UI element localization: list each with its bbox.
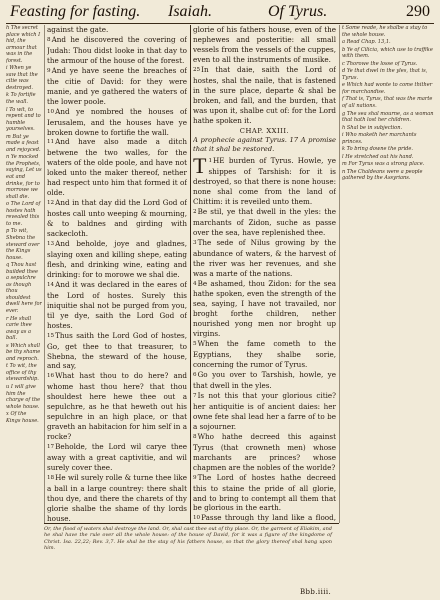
verse <box>47 66 187 107</box>
verse-text: Is not this that your glorious citie? her antiquitie is of ancient daies: her owne fete shal lead her a farre of to be a sojourner. <box>193 391 336 431</box>
verse-text: The sede of Nilus growing by the abundance of waters, & the harvest of the river was her revenues, and she was a marte of the nations. <box>193 237 336 278</box>
chapter-22-ending <box>193 25 336 126</box>
margin-note: f That is, Tyrus, that was the marte of all nations. <box>342 96 433 110</box>
verse <box>47 371 187 442</box>
margin-note: m But ye made a feast and rejoyced. <box>6 133 41 153</box>
verse-number: 18 <box>47 474 55 481</box>
signature-mark: Bbb.iiii. <box>300 588 332 596</box>
verse-text: Be ashamed, thou Zidon: for the sea hathe spoken, even the strength of the sea, saying, I have not travailed, nor broght forthe children, nether nourished yong men nor broght up virgins. <box>193 278 336 339</box>
verse <box>47 198 187 239</box>
margin-note: i Who maketh her marchants princes. <box>342 132 417 145</box>
left-margin-notes <box>6 25 42 521</box>
margin-note: e Which had wonte to come thither for marchandise. <box>342 82 433 95</box>
verse-number: 9 <box>193 474 197 481</box>
margin-note: o The Lord of hostes hath revealed this to me. <box>6 201 41 227</box>
verse <box>193 279 336 340</box>
margin-note: n Ye mocked the Prophets, saying, Let us eat and drinke, for to morrowe we shall die. <box>6 154 42 200</box>
verse <box>47 35 187 66</box>
verse <box>193 473 336 514</box>
verse-number: 15 <box>47 332 55 339</box>
margin-note: u I will give him the charge of the whole house. <box>6 383 41 410</box>
column-divider <box>190 25 191 523</box>
header-left-title: Feasting for fasting. <box>10 3 141 20</box>
verse-number: 8 <box>47 36 51 43</box>
verse-number: 7 <box>193 393 197 399</box>
margin-note: t Some reade, he shalbe a stay to the whole house. <box>342 25 428 38</box>
margin-note: g The sea shal mourne, as a woman that hath lost her children. <box>342 110 434 124</box>
verse-text: And beholde, joye and gladnes, slaying oxen and killing shepe, eating flesh, and drinking wine, eating and drinking: for to morowe we shal die. <box>47 239 187 279</box>
column-isaiah-22 <box>47 25 187 522</box>
header-rule <box>6 23 434 24</box>
margin-note: d Ye that dwel in the yles, that is, Tyrus. <box>342 68 428 81</box>
verse <box>47 473 187 522</box>
verse-text: And have also made a ditch betwene the two walles, for the waters of the olde poole, and have not loked unto the maker thereof, nether had respect unto him that formed it of olde. <box>47 137 187 198</box>
verse-text: Be stil, ye that dwell in the yles: the marchants of Zidon, suche as passe over the sea, have replenished thee. <box>193 206 336 237</box>
verse <box>47 239 187 280</box>
verse <box>193 65 336 126</box>
verse-number: 16 <box>47 373 55 380</box>
verse-number: 10 <box>47 108 55 115</box>
verse-text: glorie of his fathers house, even of the nephewes and posteritie: all small vessels from the vessels of the cuppes, even to all the instruments of musike. <box>193 25 336 64</box>
verse-number: 25 <box>193 66 201 73</box>
margin-note: l He stretched out his hand. <box>342 153 414 160</box>
verse-number: 9 <box>47 67 51 74</box>
column-isaiah-23 <box>193 25 336 522</box>
verse <box>193 25 336 65</box>
verse-text: Passe through thy land like a flood, <box>201 513 336 522</box>
verse-number: 12 <box>47 200 55 207</box>
header-book-title: Isaiah. <box>168 3 212 20</box>
verse-number: 2 <box>193 208 197 215</box>
verse-number: 6 <box>193 372 197 379</box>
footnote-rule <box>44 523 339 524</box>
margin-note: k To fortifie the wall. <box>6 92 36 106</box>
verse-text: Go you over to Tarshish, howle, ye that dwell in the yles. <box>193 370 336 391</box>
margin-note: l To wit, to repent and to humble yourselves. <box>6 106 41 133</box>
verse-text: What hast thou to do here? and whome hast thou here? that thou shouldest here hewe thee out a sepulchre, as he that heweth out his sepulchre in an high place, or that graveth an habitacion for him self in a rocke? <box>47 371 187 442</box>
verse <box>193 339 336 370</box>
verse-number: 1 <box>208 158 213 165</box>
verse-text: Beholde, the Lord wil carye thee away with a great captivitie, and wil surely cover thee. <box>47 442 187 472</box>
chapter-heading: CHAP. XXIII. <box>239 126 290 135</box>
footnotes: Or, the flood of waters shal destroye the land. Or, shal cast thee out of thy place. Or, the garment of Eliakim, and he shal have the rule over all the whole house: of the house of David, for it was a figure of the kingdome of Christ. Isa. 22,22; Rev. 3,7. He shal be the stay of his fathers house, so that the glory thereof shal hang upon him. <box>44 526 332 552</box>
verse <box>193 370 336 391</box>
verse <box>193 391 336 432</box>
verse-text: Who hathe decreed this against Tyrus (that crowneth men) whose marchants are princes? whose chapmen are the nobles of the worlde? <box>193 431 336 472</box>
verse-number: 8 <box>193 433 197 440</box>
page-number: 290 <box>406 3 430 20</box>
verse <box>193 432 336 473</box>
verse-number: 3 <box>193 239 197 246</box>
verse-text: The Lord of hostes hathe decreed this to staine the pride of all glorie, and to bring to contempt all them that be glorious in the earth. <box>193 472 336 513</box>
margin-note: x Of the Kings house. <box>6 411 39 424</box>
verse-number: 10 <box>193 515 201 522</box>
verse-number: 11 <box>47 139 55 146</box>
margin-note: k To bring downe the pride. <box>342 146 414 153</box>
verse-number: 13 <box>47 241 55 248</box>
verse-text: And he discovered the covering of Judah: Thou didst looke in that day to the armour of the house of the forest. <box>47 34 187 65</box>
drop-capital: T <box>193 153 207 179</box>
margin-note: t To wit, the office of thy stewardship. <box>6 363 39 383</box>
verse-text: In that daie, saith the Lord of hostes, shal the naile, that is fastened in the sure place, departe & shal be broken, and fall, and the burden, that was upon it, shalbe cut of: for the Lord hathe spoken it. <box>193 64 336 125</box>
margin-note: c Thorowe the losse of Tyrus. <box>342 60 418 67</box>
verse-number: 14 <box>47 281 55 288</box>
verse-number: 5 <box>193 341 197 348</box>
margin-note: b Ye of Cilicia, which use to traffike with them. <box>342 46 433 60</box>
left-margin-rule <box>44 25 45 523</box>
verse <box>47 25 187 35</box>
verse-text: And in that day did the Lord God of hostes call unto weeping & mourning, & to baldnes and girding with sackecloth. <box>47 198 187 239</box>
margin-note: s Which shall be thy shame and reproch. <box>6 342 41 362</box>
running-header <box>6 3 432 23</box>
verse <box>47 137 187 198</box>
verse <box>47 331 187 372</box>
verse-number: 4 <box>193 280 197 287</box>
verse <box>193 513 336 522</box>
header-right-title: Of Tyrus. <box>268 3 328 20</box>
margin-note: q Thou hast builded thee a sepulchre as though thou shouldest dwell here for ever. <box>6 262 42 314</box>
verse-text: He wil surely rolle & turne thee like a ball in a large countrey: there shalt thou dye, and there the charets of thy glorie shalbe the shame of thy lords house. <box>47 472 187 522</box>
verse-text: HE burden of Tyrus. Howle, ye shippes of Tarshish: for it is destroyed, so that there is none house: none shal come from the land of Chittim: it is reveiled unto them. <box>193 156 336 206</box>
margin-note: i When ye saw that the citie was destroyed. <box>6 65 38 91</box>
verse-number: 17 <box>47 444 55 451</box>
margin-note: p To wit, Shebna the steward over the Kings house. <box>6 228 40 261</box>
verse <box>193 153 336 207</box>
margin-note: h The secret place which I hid, the armour that was in the forest. <box>6 25 41 64</box>
verse <box>47 280 187 331</box>
verse <box>193 238 336 279</box>
chapter-23-text <box>193 153 336 522</box>
margin-note: n The Chaldeans were a people gathered by the Assyrians. <box>342 168 423 182</box>
verse-text: Thus saith the Lord God of hostes, Go, get thee to that treasurer, to Shebna, the steward of the house, and say, <box>47 330 187 371</box>
chapter-argument: A prophecie against Tyrus. 17 A promise that it shal be restored. <box>193 136 336 154</box>
margin-note: r He shall carie thee away as a ball. <box>6 315 32 342</box>
margin-note: h Shal be in subjection. <box>342 124 403 131</box>
verse <box>47 442 187 473</box>
right-margin-rule <box>339 25 340 523</box>
verse <box>193 207 336 238</box>
verse-text: And it was declared in the eares of the Lord of hostes. Surely this iniquitie shal not be purged from you, til ye dye, saith the Lord God of hostes. <box>47 279 187 330</box>
verse <box>47 107 187 138</box>
margin-note: a Read Chap. 13,1. <box>342 39 391 46</box>
margin-note: m For Tyrus was a strong place. <box>342 161 425 168</box>
verse-text: against the gate. <box>47 25 109 34</box>
right-margin-notes <box>342 25 436 521</box>
verse-text: When the fame cometh to the Egyptians, they shalbe sorie, concerning the rumor of Tyrus. <box>193 339 336 370</box>
verse-text: And ye nombred the houses of Ierusalem, and the houses have ye broken downe to fortifie the wall. <box>47 106 187 137</box>
verse-text: And ye have seene the breaches of the citie of David: for they were manie, and ye gathered the waters of the lower poole. <box>47 65 187 106</box>
